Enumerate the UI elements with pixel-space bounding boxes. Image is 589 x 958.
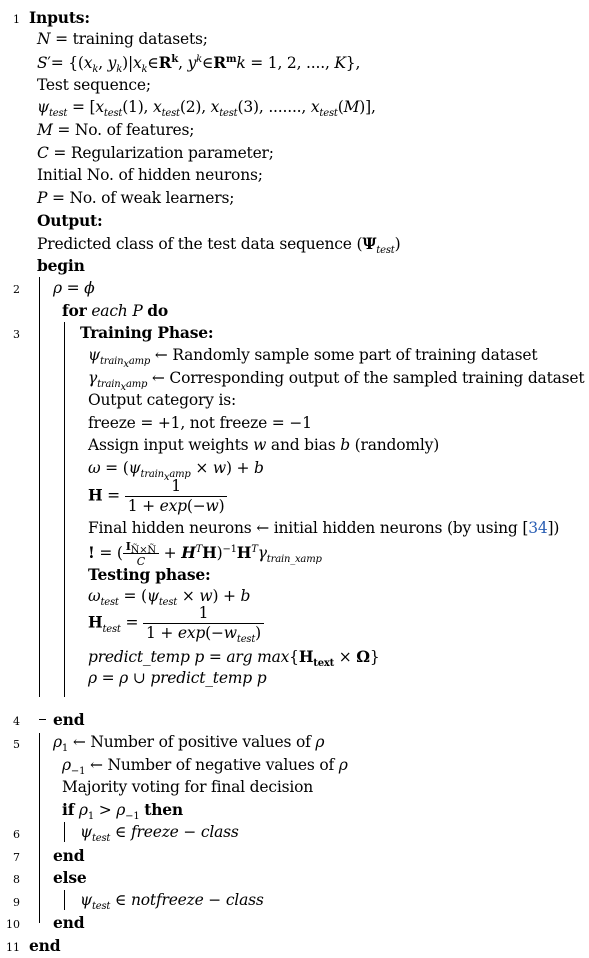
testing-title: Testing phase: xyxy=(88,565,211,584)
testing-omega: $\omega_{test} = (\psi_{test} \times w) + b$ xyxy=(88,587,251,609)
output-title: Output: xyxy=(37,211,103,230)
testing-rho-union: ρ = ρ ∪ predict_temp p xyxy=(88,669,267,687)
training-final-hidden: Final hidden neurons ← initial hidden neurons (by using [34]) xyxy=(88,519,560,537)
rho-init: ρ = ϕ xyxy=(53,279,95,297)
training-beta: ! = ( $\frac{I_{Ñ\times Ñ}}{C}$ + $H^TH)^{-1}H^T\gamma_{train\_xamp}$ xyxy=(88,540,322,568)
end-if: end xyxy=(53,846,85,865)
line-number-7: 7 xyxy=(13,851,20,864)
freeze-class: $\psi_{test}$ ∈ freeze − class xyxy=(80,823,239,845)
begin-block-rule xyxy=(39,277,40,697)
testing-predict: predict_temp p = arg $\max\{H_{text} \times \Omega\}$ xyxy=(88,647,380,670)
line-number-2: 2 xyxy=(13,283,20,296)
if-body-rule xyxy=(64,822,65,842)
inputs-c: C = Regularization parameter; xyxy=(37,144,274,162)
begin-keyword: begin xyxy=(37,256,85,275)
end-else: end xyxy=(53,913,85,932)
training-category: Output category is: xyxy=(88,391,236,409)
begin-block-hook xyxy=(39,719,46,720)
rho1-line: $\rho_1$ ← Number of positive values of ρ xyxy=(53,733,325,755)
line-number-11: 11 xyxy=(6,941,20,954)
line-number-5: 5 xyxy=(13,738,20,751)
if-statement: if $\rho_1 > \rho_{-1}$ then xyxy=(62,800,183,823)
training-assign: Assign input weights w and bias b (randomly) xyxy=(88,436,440,454)
line-number-10: 10 xyxy=(6,918,20,931)
inputs-test-sequence: Test sequence; xyxy=(37,76,151,94)
training-omega: $\omega = (\psi_{train_xamp} \times w) + b$ xyxy=(88,459,264,484)
else-keyword: else xyxy=(53,868,87,887)
inputs-s-prime: $S'= \{(x_k$, $y_k)|x_k\in R^k$, $y^k\in R^mk = 1$, 2, ...., K}, xyxy=(37,53,361,76)
notfreeze-class: $\psi_{test}$ ∈ notfreeze − class xyxy=(80,891,264,913)
end-algorithm: end xyxy=(29,936,61,955)
inputs-psi-test: $\psi_{test} = [x_{test}(1)$, $x_{test}(2)$, $x_{test}(3)$, ......., $x_{test}(M)$], xyxy=(37,98,376,120)
majority-voting: Majority voting for final decision xyxy=(62,778,314,796)
training-h-equation: H = $\frac{1}{1 + \exp(-w)}$ xyxy=(88,479,227,514)
end-for: end xyxy=(53,710,85,729)
for-each-loop: for each P do xyxy=(62,301,169,320)
inputs-title: Inputs: xyxy=(29,8,90,27)
inputs-n: N = training datasets; xyxy=(37,30,208,48)
training-sample: $\psi_{train_xamp}$ ← Randomly sample some part of training dataset xyxy=(88,346,538,371)
inputs-hidden: Initial No. of hidden neurons; xyxy=(37,166,263,184)
line-number-4: 4 xyxy=(13,715,20,728)
training-gamma: $\gamma_{train_xamp}$ ← Corresponding output of the sampled training dataset xyxy=(88,369,585,394)
training-block-rule xyxy=(64,322,65,697)
citation-link[interactable]: 34 xyxy=(528,519,548,537)
else-body-rule xyxy=(64,890,65,910)
line-number-6: 6 xyxy=(13,828,20,841)
training-freeze: freeze = +1, not freeze = −1 xyxy=(88,414,312,432)
inputs-m: M = No. of features; xyxy=(37,121,195,139)
rho-neg1-line: $\rho_{-1}$ ← Number of negative values of ρ xyxy=(62,756,348,778)
line-number-3: 3 xyxy=(13,328,20,341)
output-text: Predicted class of the test data sequence $(\Psi_{test})$ xyxy=(37,234,401,257)
line-number-8: 8 xyxy=(13,873,20,886)
training-title: Training Phase: xyxy=(80,323,214,342)
line-number-9: 9 xyxy=(13,896,20,909)
testing-h-equation: $H_{test}$ = $\frac{1}{1 + \exp(-w_{test})}$ xyxy=(88,606,264,641)
inputs-p: P = No. of weak learners; xyxy=(37,189,235,207)
line-number-1: 1 xyxy=(13,13,20,26)
else-block-rule xyxy=(39,868,40,923)
